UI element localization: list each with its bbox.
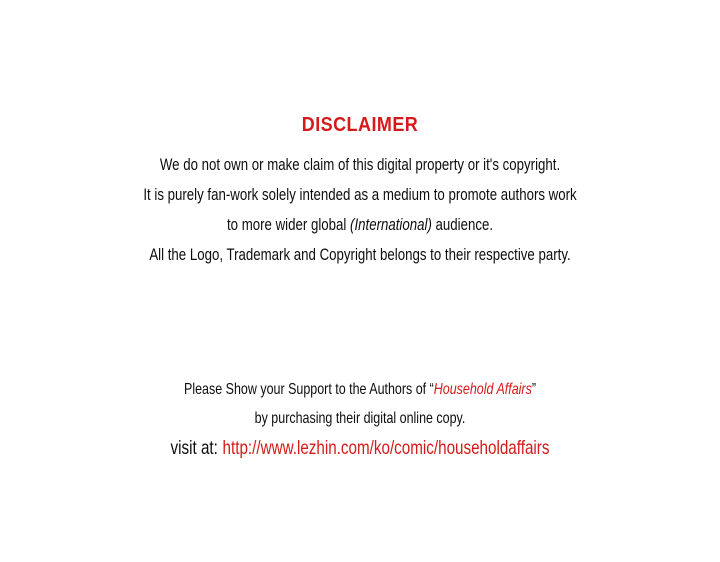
support-line-2: by purchasing their digital online copy. (254, 410, 466, 427)
disclaimer-line-1: We do not own or make claim of this digital property or it's copyright. (159, 155, 561, 174)
support-note (79, 375, 641, 433)
disclaimer-line-3-pre: to more wider global (226, 215, 351, 234)
disclaimer-title: DISCLAIMER (301, 114, 419, 136)
visit-label: visit at: (170, 437, 218, 459)
disclaimer-line-3-post: audience. (431, 215, 494, 234)
support-line-1-post: ” (531, 381, 536, 398)
disclaimer-line-3 (79, 210, 641, 240)
disclaimer-body (79, 150, 641, 270)
disclaimer-line-4: All the Logo, Trademark and Copyright belongs to their respective party. (149, 245, 571, 264)
support-line-1-pre: Please Show your Support to the Authors of “ (184, 381, 434, 398)
disclaimer-line-2: It is purely fan-work solely intended as a medium to promote authors work (143, 185, 577, 204)
visit-line (79, 435, 641, 462)
support-line-1 (79, 375, 641, 404)
comic-url-link[interactable]: http://www.lezhin.com/ko/comic/householdaffairs (222, 437, 550, 459)
disclaimer-line-3-international: (International) (350, 215, 432, 234)
work-title: Household Affairs (433, 381, 532, 398)
